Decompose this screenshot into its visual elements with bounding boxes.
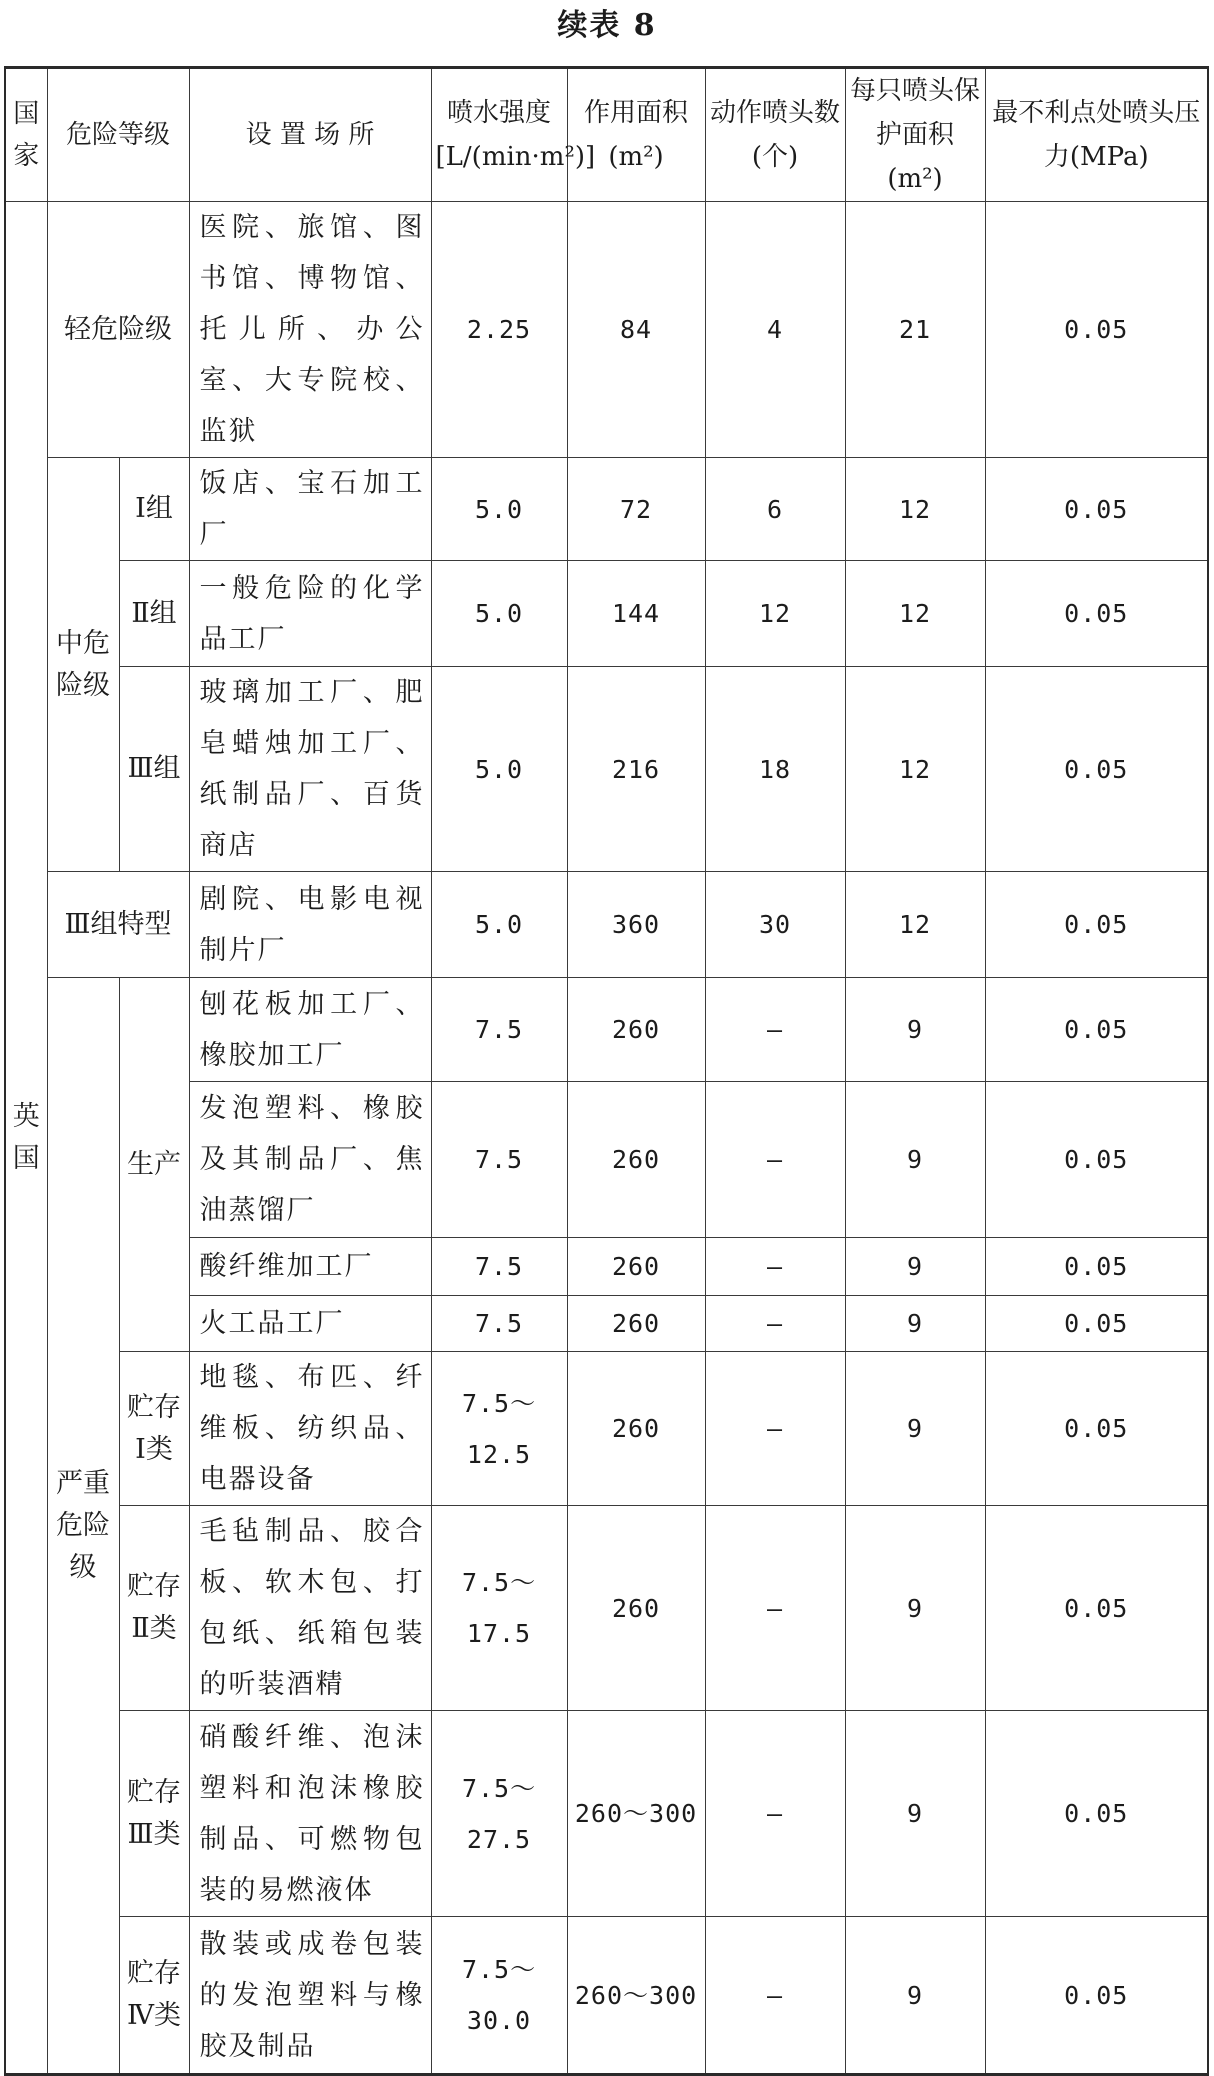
place-cell: 硝酸纤维、泡沫塑料和泡沫橡胶制品、可燃物包装的易燃液体 <box>189 1711 431 1917</box>
pressure-cell: 0.05 <box>985 1711 1208 1917</box>
place-cell: 火工品工厂 <box>189 1296 431 1352</box>
pressure-cell: 0.05 <box>985 1238 1208 1296</box>
area-cell: 260 <box>567 1352 705 1506</box>
table-row <box>5 1506 1208 1711</box>
pressure-cell: 0.05 <box>985 1082 1208 1238</box>
intensity-cell: 7.5～30.0 <box>431 1917 567 2075</box>
subgroup-production: 生产 <box>119 978 189 1352</box>
table-row <box>5 1917 1208 2075</box>
intensity-cell: 5.0 <box>431 458 567 561</box>
table-row <box>5 1352 1208 1506</box>
subgroup-cell: Ⅲ组 <box>119 667 189 872</box>
heads-cell: 4 <box>705 202 845 458</box>
header-row <box>5 68 1208 202</box>
area-cell: 260 <box>567 1506 705 1711</box>
place-cell: 毛毡制品、胶合板、软木包、打包纸、纸箱包装的听装酒精 <box>189 1506 431 1711</box>
area-cell: 72 <box>567 458 705 561</box>
heads-cell: — <box>705 978 845 1082</box>
cover-cell: 9 <box>845 1296 985 1352</box>
intensity-cell: 5.0 <box>431 667 567 872</box>
heads-cell: — <box>705 1506 845 1711</box>
pressure-cell: 0.05 <box>985 458 1208 561</box>
cover-cell: 9 <box>845 1082 985 1238</box>
group-special: Ⅲ组特型 <box>47 872 189 978</box>
intensity-cell: 5.0 <box>431 872 567 978</box>
intensity-cell: 7.5 <box>431 1238 567 1296</box>
area-cell: 84 <box>567 202 705 458</box>
place-cell: 酸纤维加工厂 <box>189 1238 431 1296</box>
intensity-cell: 7.5～17.5 <box>431 1506 567 1711</box>
table-row <box>5 978 1208 1082</box>
place-cell: 剧院、电影电视制片厂 <box>189 872 431 978</box>
area-cell: 144 <box>567 561 705 667</box>
place-cell: 发泡塑料、橡胶及其制品厂、焦油蒸馏厂 <box>189 1082 431 1238</box>
header-place: 设 置 场 所 <box>189 68 431 202</box>
area-cell: 260 <box>567 1296 705 1352</box>
table-row <box>5 667 1208 872</box>
heads-cell: 18 <box>705 667 845 872</box>
intensity-cell: 2.25 <box>431 202 567 458</box>
pressure-cell: 0.05 <box>985 561 1208 667</box>
heads-cell: — <box>705 1352 845 1506</box>
cover-cell: 9 <box>845 1917 985 2075</box>
intensity-cell: 7.5 <box>431 978 567 1082</box>
cover-cell: 12 <box>845 667 985 872</box>
cover-cell: 12 <box>845 561 985 667</box>
cover-cell: 9 <box>845 1711 985 1917</box>
cover-cell: 9 <box>845 1238 985 1296</box>
group-light: 轻危险级 <box>47 202 189 458</box>
place-cell: 一般危险的化学品工厂 <box>189 561 431 667</box>
place-cell: 刨花板加工厂、橡胶加工厂 <box>189 978 431 1082</box>
sprinkler-design-table <box>4 66 1209 2076</box>
country-cell: 英国 <box>5 202 47 2075</box>
heads-cell: 12 <box>705 561 845 667</box>
cover-cell: 9 <box>845 978 985 1082</box>
pressure-cell: 0.05 <box>985 202 1208 458</box>
pressure-cell: 0.05 <box>985 978 1208 1082</box>
subgroup-cell: 贮存Ⅰ类 <box>119 1352 189 1506</box>
pressure-cell: 0.05 <box>985 1506 1208 1711</box>
area-cell: 260～300 <box>567 1711 705 1917</box>
header-hazard: 危险等级 <box>47 68 189 202</box>
pressure-cell: 0.05 <box>985 1917 1208 2075</box>
intensity-cell: 7.5 <box>431 1296 567 1352</box>
heads-cell: — <box>705 1296 845 1352</box>
group-ordinary: 中危险级 <box>47 458 119 872</box>
cover-cell: 9 <box>845 1352 985 1506</box>
area-cell: 216 <box>567 667 705 872</box>
pressure-cell: 0.05 <box>985 872 1208 978</box>
intensity-cell: 5.0 <box>431 561 567 667</box>
header-heads: 动作喷头数(个) <box>705 68 845 202</box>
subgroup-cell: Ⅱ组 <box>119 561 189 667</box>
cover-cell: 21 <box>845 202 985 458</box>
table-row <box>5 202 1208 458</box>
table-row <box>5 561 1208 667</box>
group-heavy: 严重危险级 <box>47 978 119 2075</box>
area-cell: 260 <box>567 978 705 1082</box>
area-cell: 260～300 <box>567 1917 705 2075</box>
pressure-cell: 0.05 <box>985 1296 1208 1352</box>
intensity-cell: 7.5～27.5 <box>431 1711 567 1917</box>
subgroup-cell: 贮存Ⅳ类 <box>119 1917 189 2075</box>
heads-cell: — <box>705 1238 845 1296</box>
heads-cell: — <box>705 1711 845 1917</box>
heads-cell: 6 <box>705 458 845 561</box>
intensity-cell: 7.5 <box>431 1082 567 1238</box>
place-cell: 医院、旅馆、图书馆、博物馆、托儿所、办公室、大专院校、监狱 <box>189 202 431 458</box>
place-cell: 饭店、宝石加工厂 <box>189 458 431 561</box>
pressure-cell: 0.05 <box>985 1352 1208 1506</box>
pressure-cell: 0.05 <box>985 667 1208 872</box>
cover-cell: 12 <box>845 458 985 561</box>
heads-cell: — <box>705 1917 845 2075</box>
header-country: 国家 <box>5 68 47 202</box>
header-area: 作用面积(m²) <box>567 68 705 202</box>
place-cell: 散装或成卷包装的发泡塑料与橡胶及制品 <box>189 1917 431 2075</box>
header-cover: 每只喷头保护面积(m²) <box>845 68 985 202</box>
table-row <box>5 458 1208 561</box>
area-cell: 260 <box>567 1238 705 1296</box>
table-row <box>5 872 1208 978</box>
intensity-cell: 7.5～12.5 <box>431 1352 567 1506</box>
subgroup-cell: 贮存Ⅱ类 <box>119 1506 189 1711</box>
cover-cell: 9 <box>845 1506 985 1711</box>
table-row <box>5 1711 1208 1917</box>
header-intensity: 喷水强度[L/(min·m²)] <box>431 68 567 202</box>
heads-cell: — <box>705 1082 845 1238</box>
header-pressure: 最不利点处喷头压力(MPa) <box>985 68 1208 202</box>
place-cell: 玻璃加工厂、肥皂蜡烛加工厂、纸制品厂、百货商店 <box>189 667 431 872</box>
place-cell: 地毯、布匹、纤维板、纺织品、电器设备 <box>189 1352 431 1506</box>
area-cell: 360 <box>567 872 705 978</box>
cover-cell: 12 <box>845 872 985 978</box>
subgroup-cell: Ⅰ组 <box>119 458 189 561</box>
table-title: 续表 8 <box>557 8 657 43</box>
subgroup-cell: 贮存Ⅲ类 <box>119 1711 189 1917</box>
area-cell: 260 <box>567 1082 705 1238</box>
heads-cell: 30 <box>705 872 845 978</box>
